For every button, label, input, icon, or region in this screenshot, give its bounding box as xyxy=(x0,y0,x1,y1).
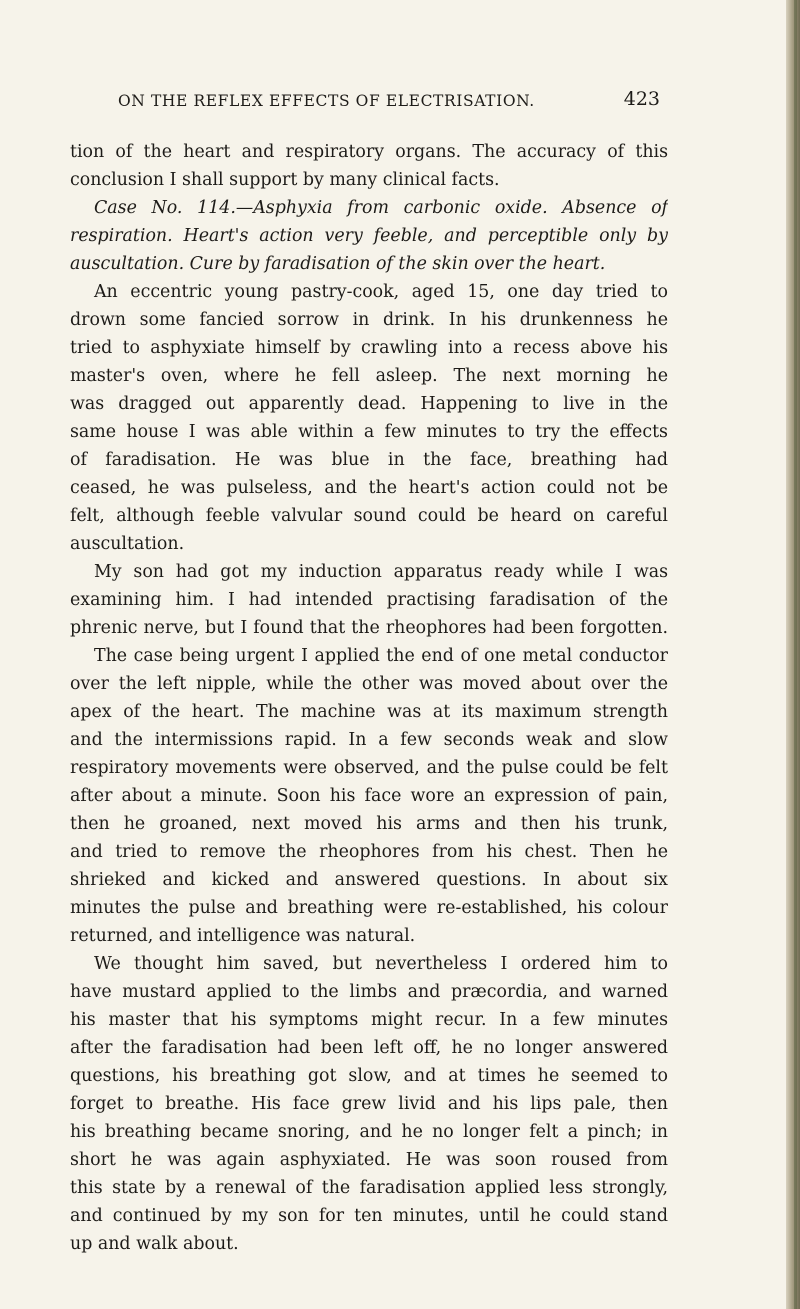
page-edge-binding xyxy=(786,0,800,1309)
text-line: An eccentric young pastry-cook, aged 15, one day tried to xyxy=(94,282,668,302)
text-line: same house I was able within a few minutes to try the effects xyxy=(70,422,668,442)
text-line: his master that his symptoms might recur. In a few minutes xyxy=(70,1010,668,1030)
text-line: Case No. 114.—Asphyxia from carbonic oxide. Absence of xyxy=(94,198,668,218)
text-line: master's oven, where he fell asleep. The next morning he xyxy=(70,366,668,386)
text-line: after about a minute. Soon his face wore an expression of pain, xyxy=(70,786,668,806)
text-line: tried to asphyxiate himself by crawling into a recess above his xyxy=(70,338,668,358)
page-edge-shadow xyxy=(794,0,797,1309)
text-line: of faradisation. He was blue in the face, breathing had xyxy=(70,450,668,470)
text-line: and the intermissions rapid. In a few seconds weak and slow xyxy=(70,730,668,750)
text-line: examining him. I had intended practising faradisation of the xyxy=(70,590,668,610)
text-line: felt, although feeble valvular sound could be heard on careful xyxy=(70,506,668,526)
text-line: shrieked and kicked and answered questions. In about six xyxy=(70,870,668,890)
text-line: up and walk about. xyxy=(70,1234,239,1254)
text-line: We thought him saved, but nevertheless I ordered him to xyxy=(94,954,668,974)
text-line: and continued by my son for ten minutes, until he could stand xyxy=(70,1206,668,1226)
text-line: over the left nipple, while the other was moved about over the xyxy=(70,674,668,694)
text-line: returned, and intelligence was natural. xyxy=(70,926,416,946)
page-number: 423 xyxy=(623,88,660,110)
page-header xyxy=(92,88,660,118)
text-line: after the faradisation had been left off, he no longer answered xyxy=(70,1038,668,1058)
text-line: The case being urgent I applied the end of one metal conductor xyxy=(94,646,668,666)
text-line: this state by a renewal of the faradisation applied less strongly, xyxy=(70,1178,668,1198)
text-line: ceased, he was pulseless, and the heart's action could not be xyxy=(70,478,668,498)
text-line: drown some fancied sorrow in drink. In his drunkenness he xyxy=(70,310,668,330)
text-line: questions, his breathing got slow, and at times he seemed to xyxy=(70,1066,668,1086)
text-line: short he was again asphyxiated. He was soon roused from xyxy=(70,1150,668,1170)
text-line: have mustard applied to the limbs and præcordia, and warned xyxy=(70,982,668,1002)
text-line: was dragged out apparently dead. Happening to live in the xyxy=(70,394,668,414)
text-line: auscultation. xyxy=(70,534,185,554)
text-line: his breathing became snoring, and he no longer felt a pinch; in xyxy=(70,1122,668,1142)
text-line: My son had got my induction apparatus ready while I was xyxy=(94,562,668,582)
text-line: respiration. Heart's action very feeble, and perceptible only by xyxy=(70,226,668,246)
text-line: forget to breathe. His face grew livid and his lips pale, then xyxy=(70,1094,668,1114)
text-line: phrenic nerve, but I found that the rheophores had been forgotten. xyxy=(70,618,668,638)
text-line: and tried to remove the rheophores from his chest. Then he xyxy=(70,842,668,862)
text-line: apex of the heart. The machine was at its maximum strength xyxy=(70,702,668,722)
text-line: then he groaned, next moved his arms and then his trunk, xyxy=(70,814,668,834)
text-line: conclusion I shall support by many clinical facts. xyxy=(70,170,500,190)
text-line: respiratory movements were observed, and the pulse could be felt xyxy=(70,758,668,778)
text-line: tion of the heart and respiratory organs. The accuracy of this xyxy=(70,142,668,162)
body-text xyxy=(70,138,668,1258)
text-line: auscultation. Cure by faradisation of the skin over the heart. xyxy=(70,254,606,274)
text-line: minutes the pulse and breathing were re-established, his colour xyxy=(70,898,668,918)
running-title: ON THE REFLEX EFFECTS OF ELECTRISATION. xyxy=(118,92,535,110)
